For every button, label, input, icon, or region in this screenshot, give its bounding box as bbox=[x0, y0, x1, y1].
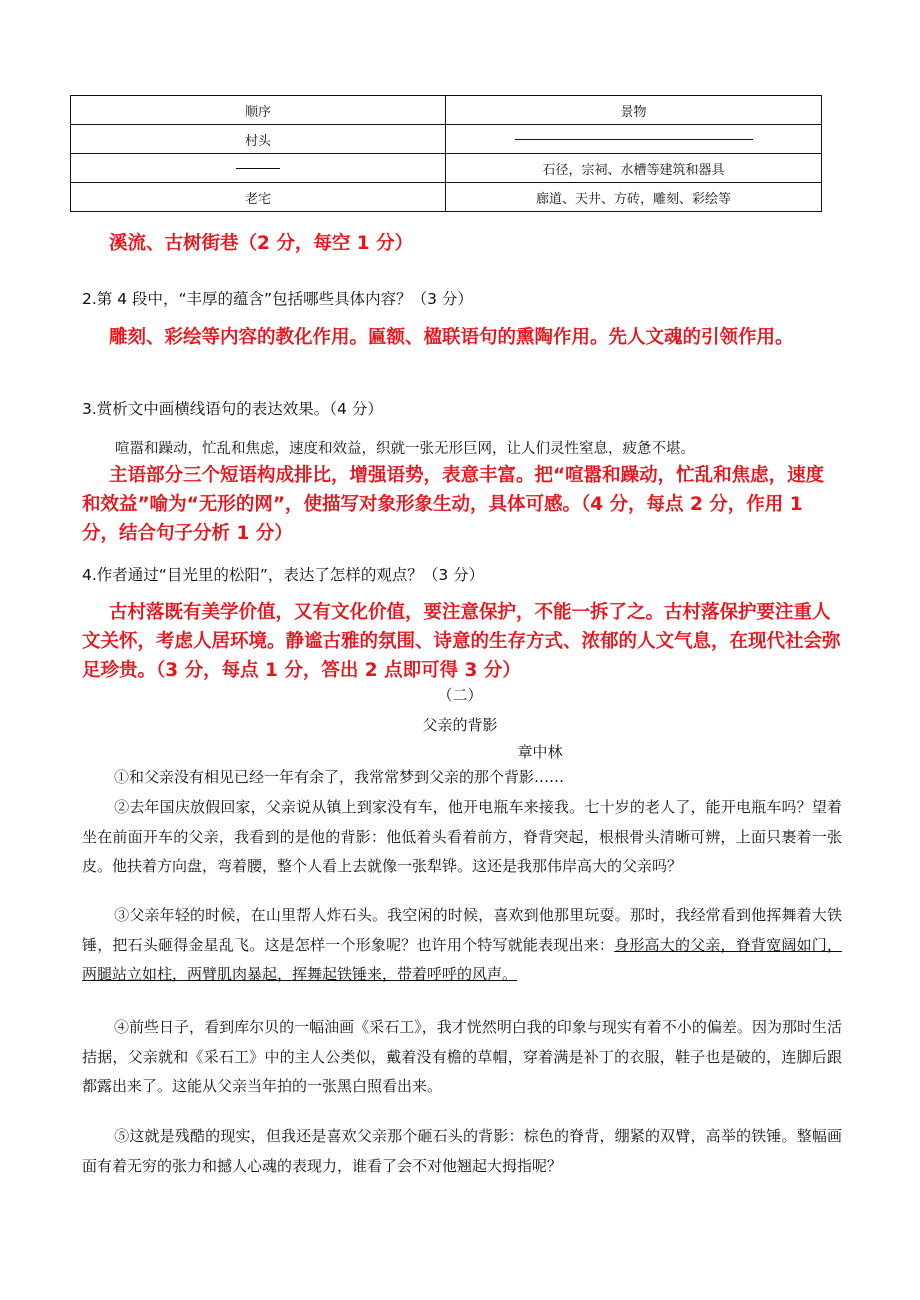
answer-4 bbox=[82, 598, 842, 685]
underlined-sentence: 身形高大的父亲，脊背宽阔如门，两腿站立如柱，两臂肌肉暴起，挥舞起铁锤来，带着呼呼的风声。 bbox=[82, 935, 842, 983]
question-4: 4.作者通过“目光里的松阳”，表达了怎样的观点？（3 分） bbox=[82, 566, 485, 584]
answer-2 bbox=[82, 323, 842, 352]
essay-author: 章中林 bbox=[517, 743, 563, 761]
paragraph-3-text: ③父亲年轻的时候，在山里帮人炸石头。我空闲的时候，喜欢到他那里玩耍。那时，我经常看到他挥舞着大铁锤，把石头砸得金星乱飞。这是怎样一个形象呢？也许用个特写就能表现出来： bbox=[82, 906, 842, 954]
table-cell-blank bbox=[71, 154, 446, 183]
answer-3-text: 主语部分三个短语构成排比，增强语势，表意丰富。把“喧嚣和躁动，忙乱和焦虑，速度和效益”喻为“无形的网”，使描写对象形象生动，具体可感。（4 分，每点 2 分，作用 1 分，结合句子分析 1 分） bbox=[82, 465, 825, 544]
table-cell: 老宅 bbox=[71, 183, 446, 212]
answer-2-text: 雕刻、彩绘等内容的教化作用。匾额、楹联语句的熏陶作用。先人文魂的引领作用。 bbox=[109, 327, 794, 348]
table-row bbox=[71, 125, 822, 154]
table-row bbox=[71, 154, 822, 183]
paragraph-2-text: ②去年国庆放假回家，父亲说从镇上到家没有车，他开电瓶车来接我。七十岁的老人了，能开电瓶车吗？望着坐在前面开车的父亲，我看到的是他的背影：他低着头看着前方，脊背突起，根根骨头清晰可辨，上面只裹着一张皮。他扶着方向盘，弯着腰，整个人看上去就像一张犁铧。这还是我那伟岸高大的父亲吗？ bbox=[82, 798, 842, 875]
paragraph-1 bbox=[82, 763, 842, 793]
fill-in-blank bbox=[515, 138, 753, 140]
fill-in-blank bbox=[236, 167, 280, 169]
table-cell: 廊道、天井、方砖，雕刻、彩绘等 bbox=[446, 183, 822, 212]
paragraph-5-text: ⑤这就是残酷的现实，但我还是喜欢父亲那个砸石头的背影：棕色的脊背，绷紧的双臂，高举的铁锤。整幅画面有着无穷的张力和撼人心魂的表现力，谁看了会不对他翘起大拇指呢？ bbox=[82, 1127, 842, 1175]
table-row bbox=[71, 183, 822, 212]
question-2: 2.第 4 段中，“丰厚的蕴含”包括哪些具体内容？（3 分） bbox=[82, 290, 473, 308]
answer-4-text: 古村落既有美学价值，又有文化价值，要注意保护，不能一拆了之。古村落保护要注重人文关怀，考虑人居环境。静谧古雅的氛围、诗意的生存方式、浓郁的人文气息，在现代社会弥足珍贵。（3 分，每点 1 分，答出 2 点即可得 3 分） bbox=[82, 602, 841, 681]
paragraph-1-text: ①和父亲没有相见已经一年有余了，我常常梦到父亲的那个背影…… bbox=[114, 768, 565, 786]
table-cell: 村头 bbox=[71, 125, 446, 154]
table-header-row bbox=[71, 96, 822, 125]
section-heading: （二） bbox=[437, 686, 483, 704]
paragraph-4 bbox=[82, 1013, 842, 1102]
paragraph-2 bbox=[82, 793, 842, 882]
paragraph-4-text: ④前些日子，看到库尔贝的一幅油画《采石工》，我才恍然明白我的印象与现实有着不小的偏差。因为那时生活拮据，父亲就和《采石工》中的主人公类似，戴着没有檐的草帽，穿着满是补丁的衣服，鞋子也是破的，连脚后跟都露出来了。这能从父亲当年拍的一张黑白照看出来。 bbox=[82, 1018, 842, 1095]
essay-title: 父亲的背影 bbox=[422, 716, 498, 734]
question-3: 3.赏析文中画横线语句的表达效果。（4 分） bbox=[82, 400, 383, 418]
paragraph-3 bbox=[82, 901, 842, 990]
paragraph-5 bbox=[82, 1122, 842, 1181]
quoted-sentence: 喧嚣和躁动，忙乱和焦虑，速度和效益，织就一张无形巨网，让人们灵性窒息，疲惫不堪。 bbox=[115, 441, 695, 457]
answer-1 bbox=[82, 229, 842, 258]
table-header-cell: 顺序 bbox=[71, 96, 446, 125]
table-cell: 石径，宗祠、水槽等建筑和器具 bbox=[446, 154, 822, 183]
answer-1-text: 溪流、古树街巷（2 分，每空 1 分） bbox=[109, 233, 414, 254]
table-cell-blank bbox=[446, 125, 822, 154]
table-header-cell: 景物 bbox=[446, 96, 822, 125]
scenery-table bbox=[70, 95, 822, 212]
answer-3 bbox=[82, 461, 842, 548]
